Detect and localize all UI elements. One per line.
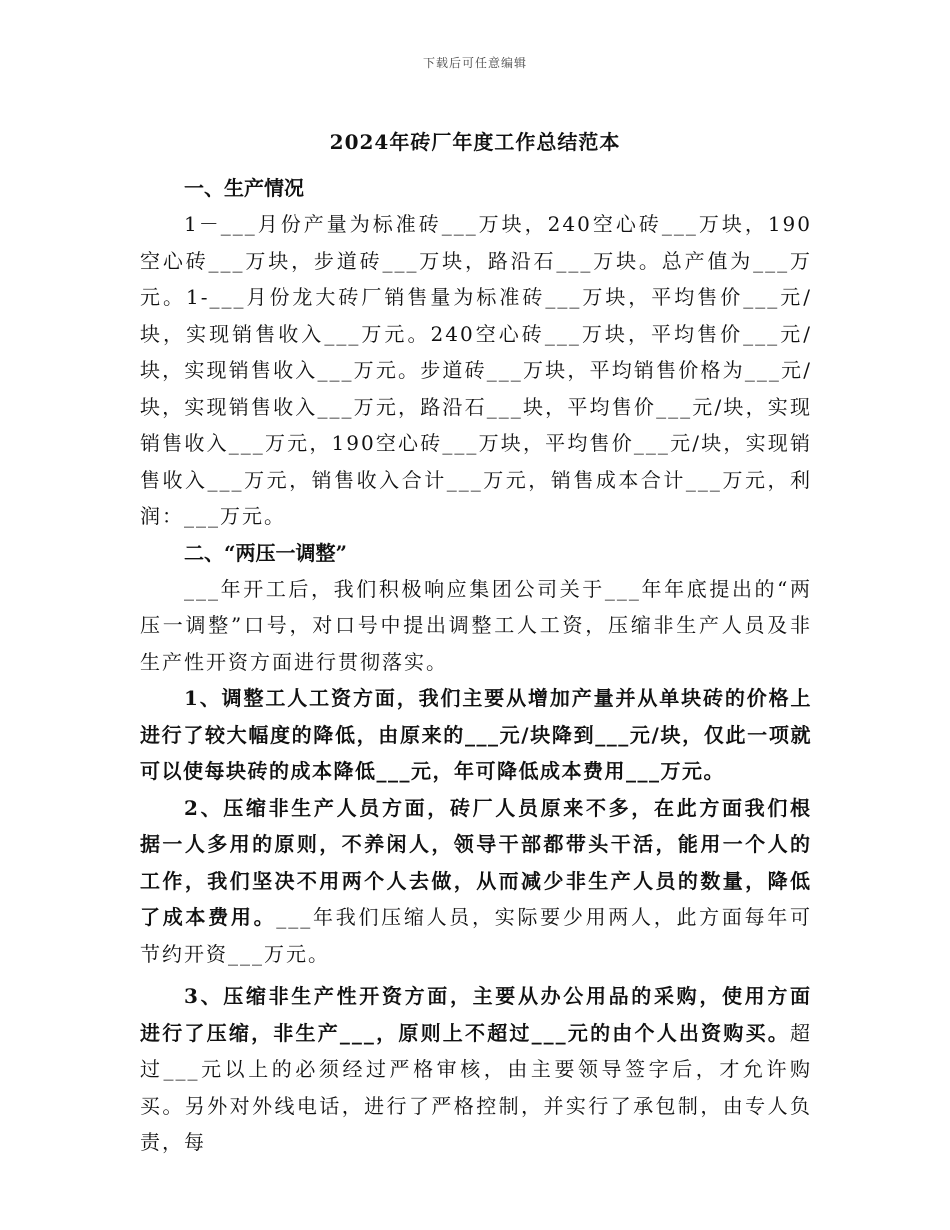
expense-reduction-bold-text: 3、压缩非生产性开资方面，主要从办公用品的采购，使用方面进行了压缩，非生产___，原则上不超过___元的由个人出资购买。 xyxy=(140,984,812,1045)
paragraph-intro-policy: ___年开工后，我们积极响应集团公司关于___年年底提出的“两压一调整”口号，对口号中提出调整工人工资，压缩非生产人员及非生产性开资方面进行贯彻落实。 xyxy=(140,576,812,674)
document-title: 2024年砖厂年度工作总结范本 xyxy=(329,130,621,154)
section-heading-two-press-one-adjust: 二、“两压一调整” xyxy=(184,540,348,565)
header-note: 下载后可任意编辑 xyxy=(422,56,527,70)
paragraph-wage-adjustment: 1、调整工人工资方面，我们主要从增加产量并从单块砖的价格上进行了较大幅度的降低，由原来的___元/块降到___元/块，仅此一项就可以使每块砖的成本降低___元，年可降低成本费用___万元。 xyxy=(140,686,812,783)
paragraph-staff-reduction xyxy=(140,790,812,973)
section-heading-production: 一、生产情况 xyxy=(184,176,304,200)
staff-reduction-bold-text: 2、压缩非生产人员方面，砖厂人员原来不多，在此方面我们根据一人多用的原则，不养闲人，领导干部都带头干活，能用一个人的工作，我们坚决不用两个人去做，从而减少非生产人员的数量，降低了成本费用。 xyxy=(140,795,812,929)
staff-reduction-normal-text: ___年我们压缩人员，实际要少用两人，此方面每年可节约开资___万元。 xyxy=(140,905,813,966)
paragraph-production-stats: 1－___月份产量为标准砖___万块，240空心砖___万块，190空心砖___万块，步道砖___万块，路沿石___万块。总产值为___万元。1-___月份龙大砖厂销售量为标准砖___万块，平均售价___元/块，实现销售收入___万元。240空心砖___万块，平均售价___元/块，实现销售收入___万元。步道砖___万块，平均销售价格为___元/块，实现销售收入___万元，路沿石___块，平均售价___元/块，实现销售收入___万元，190空心砖___万块，平均售价___元/块，实现销售收入___万元，销售收入合计___万元，销售成本合计___万元，利润：___万元。 xyxy=(140,212,812,528)
document-body xyxy=(140,170,812,1161)
paragraph-expense-reduction xyxy=(140,978,812,1161)
expense-reduction-normal-text: 超过___元以上的必须经过严格审核，由主要领导签字后，才允许购买。另外对外线电话，进行了严格控制，并实行了承包制，由专人负责，每 xyxy=(140,1020,812,1154)
